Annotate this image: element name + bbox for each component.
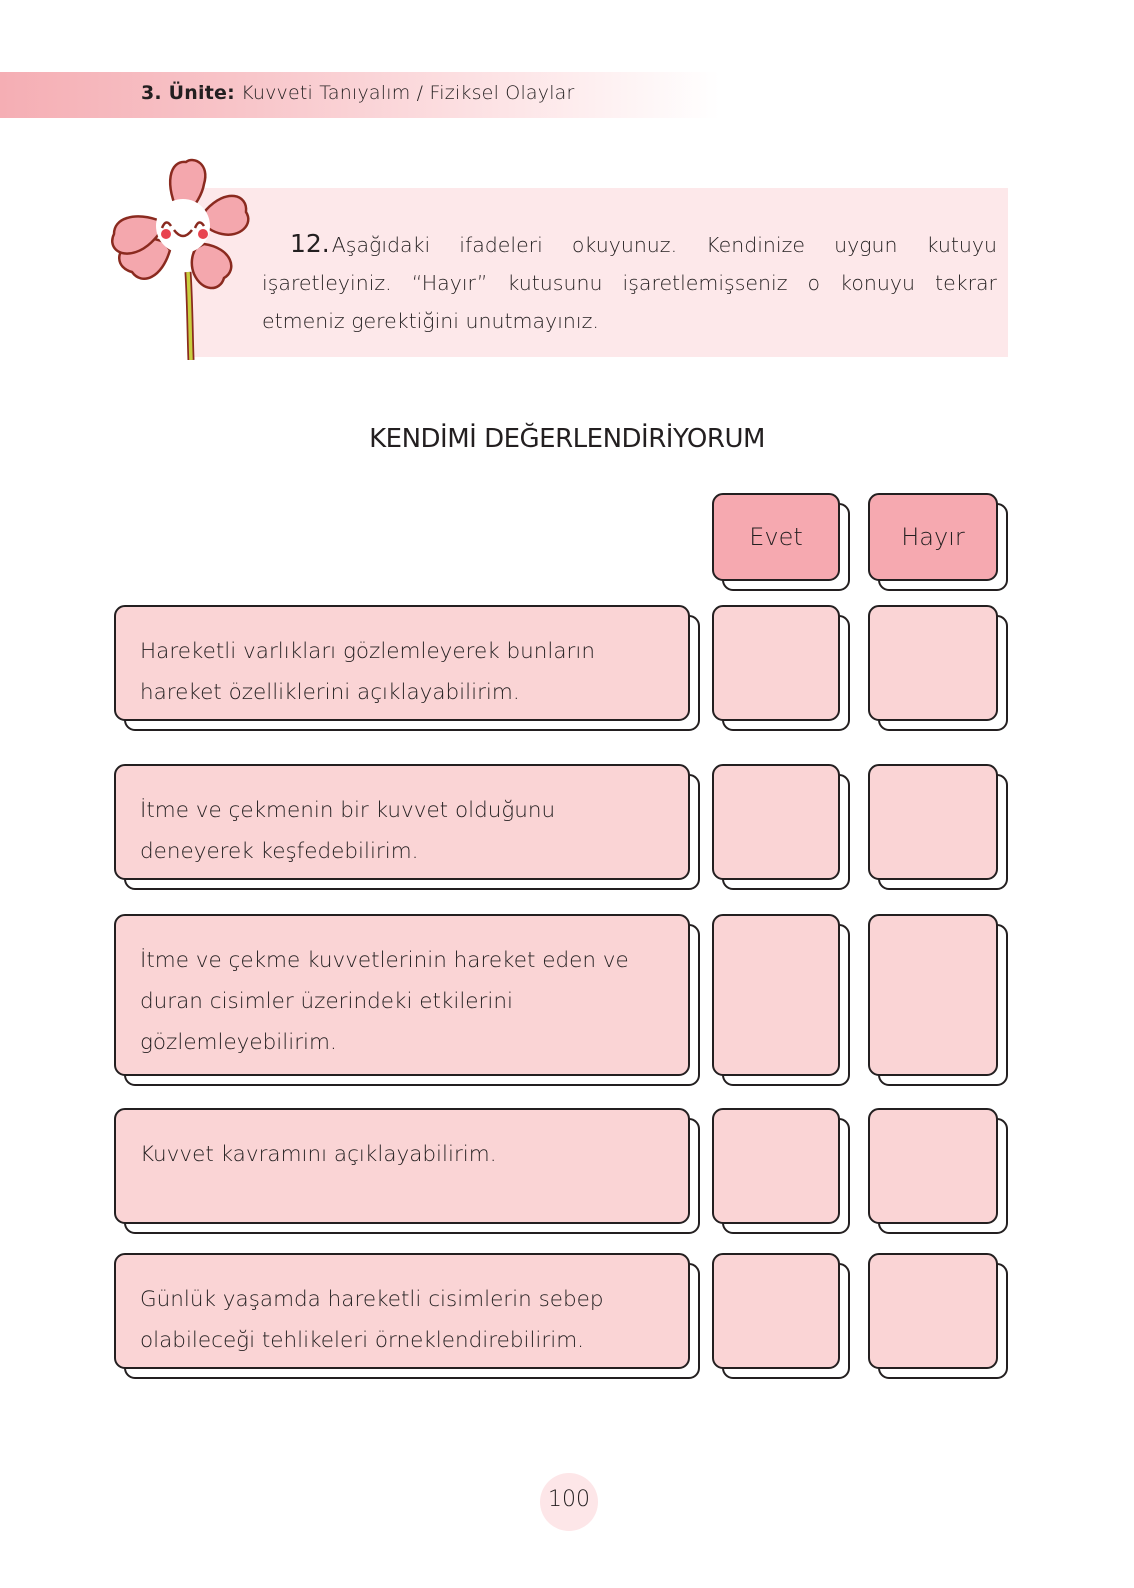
checkbox-face[interactable] — [868, 1108, 998, 1224]
statement-text: Hareketli varlıkları gözlemleyerek bunların hareket özelliklerini açıklayabilirim. — [140, 639, 595, 705]
unit-label: 3. Ünite: — [141, 82, 235, 104]
statement-card — [114, 914, 690, 1076]
checkbox-face[interactable] — [712, 1253, 840, 1369]
statement-text: İtme ve çekmenin bir kuvvet olduğunu deneyerek keşfedebilirim. — [140, 798, 556, 864]
card-face — [114, 1108, 690, 1224]
statement-text: İtme ve çekme kuvvetlerinin hareket eden ve duran cisimler üzerindeki etkilerini gözlemleyebilirim. — [140, 948, 629, 1055]
column-header-label: Evet — [749, 523, 803, 551]
unit-title: Kuvveti Tanıyalım / Fiziksel Olaylar — [241, 82, 575, 104]
evet-checkbox[interactable] — [712, 605, 840, 721]
hayir-checkbox[interactable] — [868, 1108, 998, 1224]
unit-header — [141, 82, 575, 104]
checkbox-face[interactable] — [868, 764, 998, 880]
checkbox-face[interactable] — [712, 605, 840, 721]
checkbox-face[interactable] — [868, 1253, 998, 1369]
checkbox-face[interactable] — [712, 1108, 840, 1224]
card-face — [712, 493, 840, 581]
column-header-label: Hayır — [901, 523, 965, 551]
column-header-evet — [712, 493, 840, 581]
evet-checkbox[interactable] — [712, 1253, 840, 1369]
smiling-flower-icon — [108, 154, 253, 360]
checkbox-face[interactable] — [868, 914, 998, 1076]
hayir-checkbox[interactable] — [868, 764, 998, 880]
checkbox-face[interactable] — [712, 914, 840, 1076]
question-number: 12. — [290, 229, 330, 258]
instruction-body: Aşağıdaki ifadeleri okuyunuz. Kendinize uygun kutuyu işaretleyiniz. “Hayır” kutusunu işaretlemişseniz o konuyu tekrar etmeniz gerektiğini unutmayınız. — [262, 233, 997, 333]
section-title: KENDİMİ DEĞERLENDİRİYORUM — [369, 424, 765, 454]
hayir-checkbox[interactable] — [868, 1253, 998, 1369]
card-face — [114, 1253, 690, 1369]
card-face — [114, 914, 690, 1076]
evet-checkbox[interactable] — [712, 914, 840, 1076]
card-face — [114, 764, 690, 880]
card-face — [114, 605, 690, 721]
statement-card — [114, 1108, 690, 1224]
statement-text: Kuvvet kavramını açıklayabilirim. — [140, 1142, 497, 1167]
evet-checkbox[interactable] — [712, 764, 840, 880]
checkbox-face[interactable] — [712, 764, 840, 880]
instruction-text — [262, 225, 997, 340]
hayir-checkbox[interactable] — [868, 605, 998, 721]
statement-text: Günlük yaşamda hareketli cisimlerin sebep olabileceği tehlikeleri örneklendirebilirim. — [140, 1287, 604, 1353]
statement-card — [114, 605, 690, 721]
hayir-checkbox[interactable] — [868, 914, 998, 1076]
card-face — [868, 493, 998, 581]
evet-checkbox[interactable] — [712, 1108, 840, 1224]
column-header-hayir — [868, 493, 998, 581]
page-number: 100 — [548, 1487, 590, 1512]
statement-card — [114, 764, 690, 880]
statement-card — [114, 1253, 690, 1369]
checkbox-face[interactable] — [868, 605, 998, 721]
